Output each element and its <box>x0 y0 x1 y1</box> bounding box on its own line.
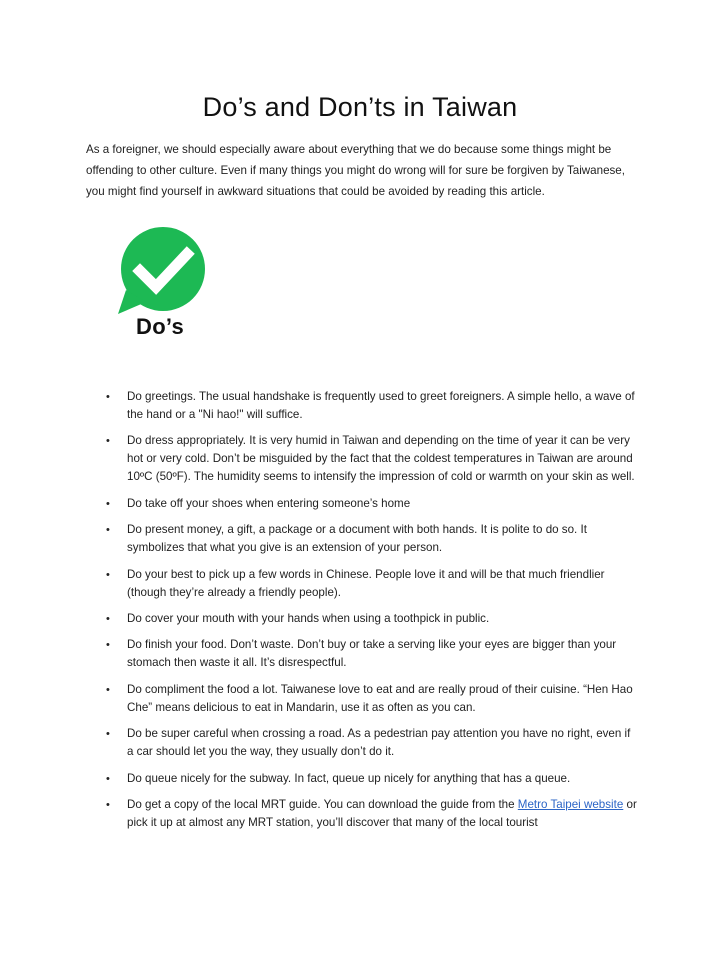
checkmark-speech-bubble-icon <box>116 226 208 318</box>
list-item-text: Do queue nicely for the subway. In fact, queue up nicely for anything that has a queue. <box>127 771 571 785</box>
list-item-text: Do present money, a gift, a package or a document with both hands. It is polite to do so. It symbolizes that what you give is an extension of your person. <box>127 523 587 555</box>
list-item-text: Do get a copy of the local MRT guide. You can download the guide from the <box>127 797 518 811</box>
list-item-text: Do your best to pick up a few words in Chinese. People love it and will be that much friendlier (though they’re already a friendly people). <box>127 567 605 599</box>
list-item-text: Do cover your mouth with your hands when using a toothpick in public. <box>127 611 490 625</box>
list-item <box>106 770 638 788</box>
bullet-icon: • <box>106 683 110 696</box>
bullet-icon: • <box>106 568 110 581</box>
bullet-icon: • <box>106 772 110 785</box>
list-item <box>106 681 638 717</box>
bullet-icon: • <box>106 639 110 652</box>
list-item-text: Do finish your food. Don’t waste. Don’t buy or take a serving like your eyes are bigger than your stomach then waste it all. It’s disrespectful. <box>127 638 617 670</box>
list-item <box>106 495 638 513</box>
metro-taipei-link[interactable]: Metro Taipei website <box>517 797 624 811</box>
list-item <box>106 388 638 424</box>
list-item <box>106 521 638 557</box>
list-item-text: Do be super careful when crossing a road. As a pedestrian pay attention you have no right, even if a car should let you the way, they usually don’t do it. <box>127 727 631 759</box>
intro-paragraph: As a foreigner, we should especially aware about everything that we do because some things might be offending to other culture. Even if many things you might do wrong will for sure be forgiven by Taiwanese, you might find yourself in awkward situations that could be avoided by reading this article. <box>86 143 625 198</box>
dos-label: Do’s <box>136 314 185 339</box>
bullet-icon: • <box>106 728 110 741</box>
list-item <box>106 636 638 672</box>
bullet-icon: • <box>106 524 110 537</box>
bullet-icon: • <box>106 435 110 448</box>
list-item <box>106 725 638 761</box>
list-item-text: Do take off your shoes when entering someone’s home <box>127 496 411 510</box>
bullet-icon: • <box>106 497 110 510</box>
list-item <box>106 432 638 486</box>
dos-list <box>106 388 638 840</box>
bullet-icon: • <box>106 798 110 811</box>
page-title: Do’s and Don’ts in Taiwan <box>202 92 518 122</box>
list-item-text: Do compliment the food a lot. Taiwanese love to eat and are really proud of their cuisine. “Hen Hao Che” means delicious to eat in Mandarin, use it as often as you can. <box>127 682 633 714</box>
list-item-text: or pick it up at almost any MRT station, you’ll discover that many of the local tourist <box>127 797 637 829</box>
list-item <box>106 610 638 628</box>
list-item-text: Do dress appropriately. It is very humid in Taiwan and depending on the time of year it can be very hot or very cold. Don’t be misguided by the fact that the coldest temperatures in Taiwan are around 10ºC (50ºF). The humidity seems to intensify the impression of cold or warmth on your skin as well. <box>127 434 635 484</box>
bullet-icon: • <box>106 391 110 403</box>
list-item <box>106 566 638 602</box>
bullet-icon: • <box>106 612 110 625</box>
list-item <box>106 796 638 832</box>
list-item-text: Do greetings. The usual handshake is frequently used to greet foreigners. A simple hello, a wave of the hand or a "Ni hao!" will suffice. <box>127 390 635 421</box>
